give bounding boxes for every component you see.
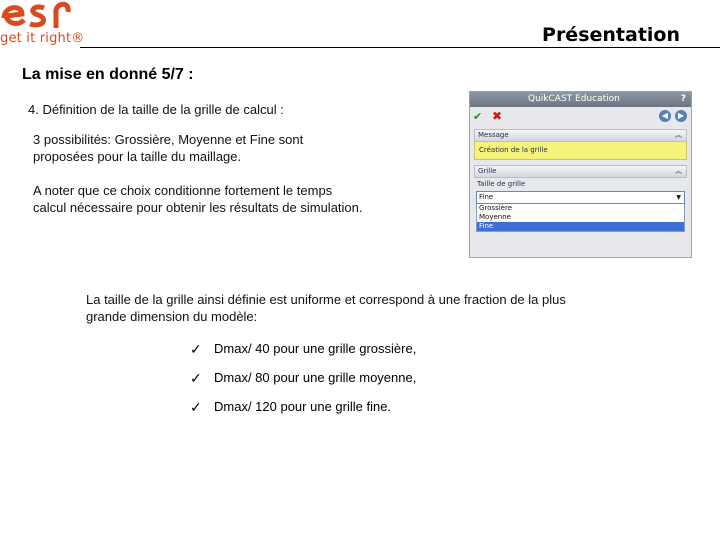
page-title: Présentation [542,24,680,46]
grid-size-options [476,204,685,232]
slide-heading: La mise en donné 5/7 : [22,66,194,83]
grid-section-label: Grille [478,167,497,175]
section-title: 4. Définition de la taille de la grille de calcul : [28,102,284,117]
panel-title: QuikCAST Education [528,94,620,104]
paragraph-possibilities: 3 possibilités: Grossière, Moyenne et Fine sont proposées pour la taille du maillage. [33,132,304,164]
paragraph-note: A noter que ce choix conditionne fortement le temps calcul nécessaire pour obtenir les résultats de simulation. [33,183,363,215]
quikcast-panel [469,91,692,258]
grid-section-header[interactable] [474,165,687,178]
grid-size-label: Taille de grille [477,180,526,188]
bullet-list [190,341,416,428]
cancel-x-icon[interactable]: ✖ [492,109,503,123]
message-section-header[interactable] [474,129,687,142]
bullet-text: Dmax/ 40 pour une grille grossière, [214,341,417,356]
checkmark-icon: ✓ [190,399,202,415]
back-arrow-icon[interactable]: ◀ [659,110,671,122]
forward-arrow-icon[interactable]: ▶ [675,110,687,122]
message-section-label: Message [478,131,509,139]
help-button[interactable]: ? [680,94,686,104]
list-item [190,370,416,399]
list-item [190,399,416,428]
checkmark-icon: ✓ [190,341,202,357]
dropdown-arrow-icon[interactable]: ▼ [676,194,681,201]
option-fine[interactable]: Fine [477,222,684,231]
bullet-text: Dmax/ 120 pour une grille fine. [214,399,392,414]
validate-check-icon[interactable]: ✔ [473,110,483,123]
option-moyenne[interactable]: Moyenne [479,213,511,221]
panel-toolbar [470,107,691,127]
collapse-chevron-icon[interactable]: ︽ [675,167,682,175]
checkmark-icon: ✓ [190,370,202,386]
list-item [190,341,416,370]
message-text: Création de la grille [474,142,687,160]
grid-size-selected: Fine [479,193,494,201]
grid-size-select[interactable] [476,191,685,204]
option-grossiere[interactable]: Grossière [479,204,513,212]
collapse-chevron-icon[interactable]: ︽ [675,131,682,139]
panel-titlebar [470,92,691,107]
esi-logo-mark [0,0,76,32]
logo-tagline: get it right® [0,31,85,46]
header-divider [80,47,720,48]
esi-logo [0,0,90,50]
bullet-text: Dmax/ 80 pour une grille moyenne, [214,370,417,385]
paragraph-grid-size: La taille de la grille ainsi définie est uniforme et correspond à une fraction de la plus grande dimension du modèle: [86,292,566,324]
